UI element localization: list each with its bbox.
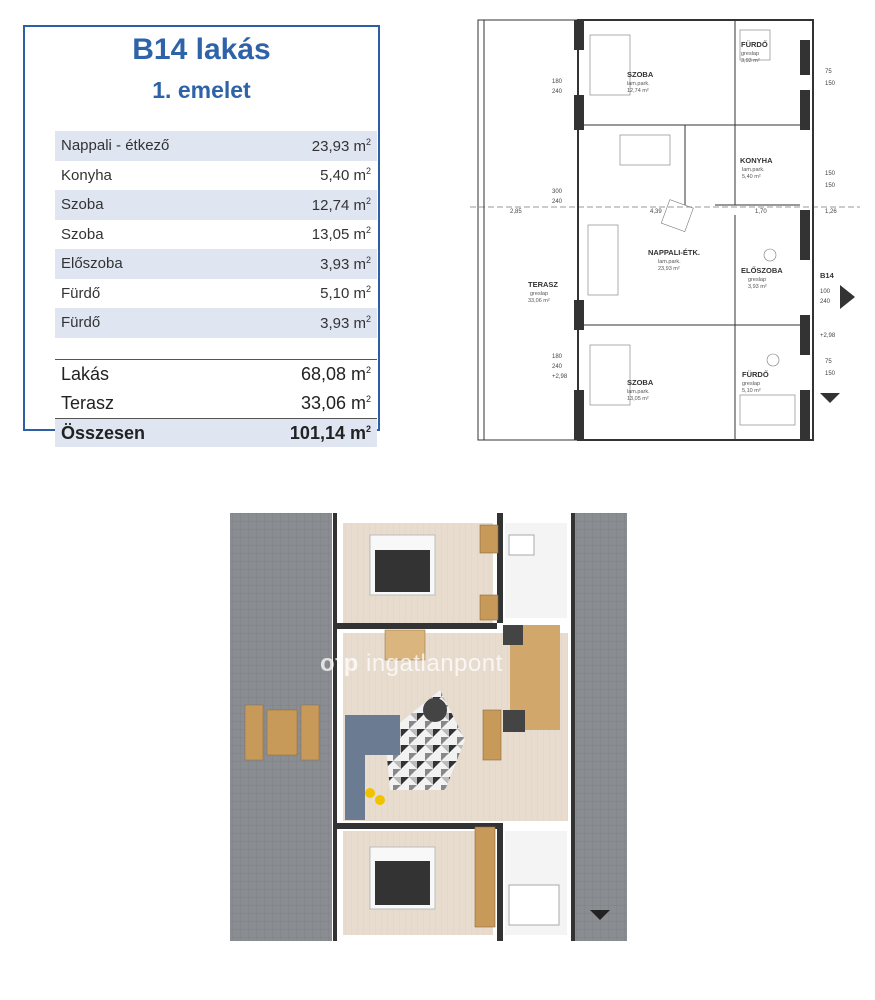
room-label: NAPPALI-ÉTK. xyxy=(648,248,700,257)
room-area: 23,93 $m^2$ xyxy=(311,136,371,155)
cushion-icon xyxy=(375,795,385,805)
room-label: ELŐSZOBA xyxy=(741,266,783,275)
room-name: Konyha xyxy=(61,166,112,184)
svg-text:240: 240 xyxy=(552,89,563,95)
oven-icon xyxy=(503,710,525,732)
room-row xyxy=(55,220,377,250)
cushion-icon xyxy=(365,788,375,798)
room-row xyxy=(55,161,377,191)
room-area: 5,10 $m^2$ xyxy=(320,284,371,303)
room-name: Előszoba xyxy=(61,255,123,273)
svg-text:+2,98: +2,98 xyxy=(820,333,836,339)
room-label: KONYHA xyxy=(740,156,773,165)
svg-text:300: 300 xyxy=(552,189,563,195)
total-row-grand: Összesen 101,14 $m^2$ xyxy=(55,418,377,447)
svg-text:150: 150 xyxy=(825,171,836,177)
svg-text:150: 150 xyxy=(825,81,836,87)
room-area: 3,93 $m^2$ xyxy=(320,254,371,273)
svg-text:23,93 m²: 23,93 m² xyxy=(658,266,680,272)
rendered-floor-plan xyxy=(225,505,635,945)
svg-text:lam.park.: lam.park. xyxy=(742,167,765,173)
totals-section xyxy=(55,359,377,447)
total-row-apartment: Lakás 68,08 $m^2$ xyxy=(61,364,371,384)
room-row xyxy=(55,308,377,338)
svg-text:1,26: 1,26 xyxy=(825,209,837,215)
svg-text:+2,98: +2,98 xyxy=(552,374,568,380)
watermark: otp ingatlanpont xyxy=(320,650,503,677)
room-row xyxy=(55,249,377,279)
room-row xyxy=(55,190,377,220)
terrace-right xyxy=(575,513,627,941)
total-row-terrace: Terasz 33,06 $m^2$ xyxy=(61,393,371,413)
room-name: Szoba xyxy=(61,196,104,214)
svg-text:2,85: 2,85 xyxy=(510,209,522,215)
svg-text:13,05 m²: 13,05 m² xyxy=(627,396,649,402)
apartment-title: B14 lakás xyxy=(132,33,271,66)
room-area: 13,05 $m^2$ xyxy=(311,225,371,244)
stove-icon xyxy=(503,625,523,645)
room-row xyxy=(55,131,377,161)
room-row xyxy=(55,279,377,309)
area-summary-card xyxy=(23,25,380,443)
svg-text:lam.park.: lam.park. xyxy=(627,81,650,87)
svg-text:greslap: greslap xyxy=(741,51,760,57)
room-name: Fürdő xyxy=(61,284,101,302)
svg-text:75: 75 xyxy=(825,69,832,75)
svg-text:lam.park.: lam.park. xyxy=(627,389,650,395)
svg-text:100: 100 xyxy=(820,289,831,295)
room-label: TERASZ xyxy=(528,280,558,289)
svg-text:5,40 m²: 5,40 m² xyxy=(742,174,761,180)
room-area-list xyxy=(55,131,377,338)
svg-text:3,93 m²: 3,93 m² xyxy=(748,284,767,290)
room-label: SZOBA xyxy=(627,378,654,387)
room-area: 3,93 $m^2$ xyxy=(320,313,371,332)
svg-text:12,74 m²: 12,74 m² xyxy=(627,88,649,94)
svg-text:1,70: 1,70 xyxy=(755,209,767,215)
svg-text:240: 240 xyxy=(820,299,831,305)
room-name: Szoba xyxy=(61,225,104,243)
room-area: 5,40 $m^2$ xyxy=(320,166,371,185)
svg-text:180: 180 xyxy=(552,354,563,360)
room-label: FÜRDŐ xyxy=(741,40,768,49)
unit-tag: B14 xyxy=(820,271,834,280)
svg-text:greslap: greslap xyxy=(742,381,761,387)
svg-text:3,93 m²: 3,93 m² xyxy=(741,58,760,64)
room-name: Nappali - étkező xyxy=(61,137,170,155)
bed-bottom xyxy=(370,847,435,909)
technical-floor-plan xyxy=(470,15,860,445)
svg-text:180: 180 xyxy=(552,79,563,85)
svg-text:5,10 m²: 5,10 m² xyxy=(742,388,761,394)
terrace-furniture xyxy=(245,705,319,760)
svg-text:240: 240 xyxy=(552,199,563,205)
svg-text:240: 240 xyxy=(552,364,563,370)
svg-text:greslap: greslap xyxy=(748,277,767,283)
armchair-icon xyxy=(423,698,447,722)
svg-text:33,06 m²: 33,06 m² xyxy=(528,298,550,304)
svg-text:lam.park.: lam.park. xyxy=(658,259,681,265)
svg-text:4,39: 4,39 xyxy=(650,209,662,215)
room-label: SZOBA xyxy=(627,70,654,79)
floor-subtitle: 1. emelet xyxy=(152,77,251,103)
room-name: Fürdő xyxy=(61,314,101,332)
room-area: 12,74 $m^2$ xyxy=(311,195,371,214)
room-label: FÜRDŐ xyxy=(742,370,769,379)
svg-text:150: 150 xyxy=(825,371,836,377)
svg-text:greslap: greslap xyxy=(530,291,549,297)
svg-text:150: 150 xyxy=(825,183,836,189)
svg-text:75: 75 xyxy=(825,359,832,365)
bed-top xyxy=(370,535,435,595)
